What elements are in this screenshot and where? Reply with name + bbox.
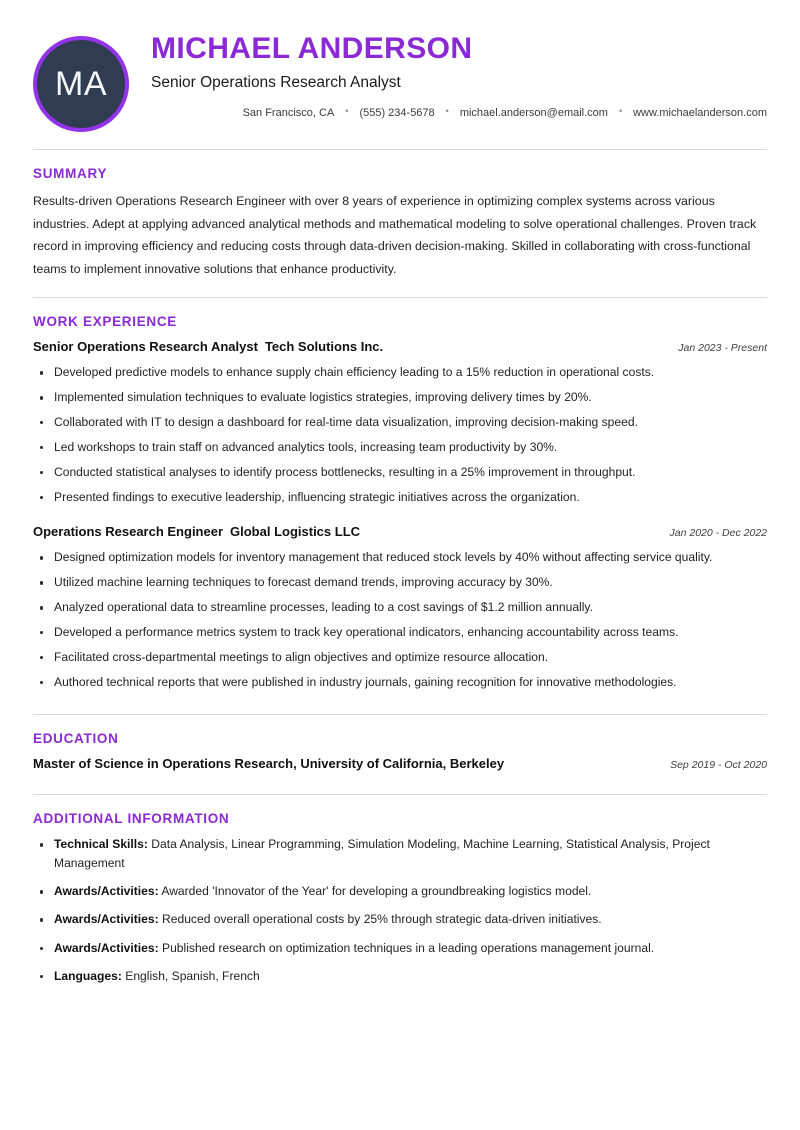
list-item: Analyzed operational data to streamline processes, leading to a cost savings of $1.2 million annually. bbox=[33, 598, 767, 617]
contact-phone[interactable]: (555) 234-5678 bbox=[359, 107, 435, 120]
section-title-additional-information: ADDITIONAL INFORMATION bbox=[33, 811, 230, 827]
info-value: Reduced overall operational costs by 25% through strategic data-driven initiatives. bbox=[162, 912, 602, 927]
contact-separator-icon: • bbox=[445, 106, 449, 117]
section-work-experience bbox=[0, 314, 800, 691]
avatar bbox=[33, 36, 129, 132]
info-value: Awarded 'Innovator of the Year' for developing a groundbreaking logistics model. bbox=[161, 884, 592, 899]
education-entry bbox=[33, 755, 767, 773]
info-label: Languages: bbox=[54, 968, 122, 983]
info-label: Awards/Activities: bbox=[54, 940, 159, 955]
list-item bbox=[33, 882, 767, 901]
header-job-title: Senior Operations Research Analyst bbox=[151, 73, 401, 91]
list-item: Facilitated cross-departmental meetings to align objectives and optimize resource allocation. bbox=[33, 648, 767, 667]
info-label: Awards/Activities: bbox=[54, 912, 159, 927]
experience-dates: Jan 2020 - Dec 2022 bbox=[669, 527, 767, 540]
list-item: Developed predictive models to enhance supply chain efficiency leading to a 15% reduction in operational costs. bbox=[33, 363, 767, 382]
additional-info-list bbox=[33, 835, 767, 986]
experience-entry-header bbox=[33, 523, 767, 541]
list-item bbox=[33, 835, 767, 873]
list-item: Collaborated with IT to design a dashboard for real-time data visualization, improving decision-making speed. bbox=[33, 413, 767, 432]
info-value: Published research on optimization techniques in a leading operations management journal. bbox=[162, 940, 655, 955]
list-item: Utilized machine learning techniques to forecast demand trends, improving accuracy by 30%. bbox=[33, 573, 767, 592]
experience-company: Global Logistics LLC bbox=[230, 524, 361, 540]
section-title-summary: SUMMARY bbox=[33, 166, 108, 181]
list-item: Developed a performance metrics system to track key operational indicators, enhancing accountability across teams. bbox=[33, 623, 767, 642]
list-item: Conducted statistical analyses to identify process bottlenecks, resulting in a 25% improvement in throughput. bbox=[33, 463, 767, 482]
list-item: Authored technical reports that were published in industry journals, gaining recognition for innovative methodologies. bbox=[33, 673, 767, 692]
avatar-initials: MA bbox=[55, 64, 107, 103]
list-item bbox=[33, 967, 767, 986]
contact-email[interactable]: michael.anderson@email.com bbox=[459, 107, 608, 120]
experience-dates: Jan 2023 - Present bbox=[678, 342, 767, 355]
info-value: Data Analysis, Linear Programming, Simulation Modeling, Machine Learning, Statistical Analysis, Project Management bbox=[54, 837, 710, 871]
section-title-work-experience: WORK EXPERIENCE bbox=[33, 314, 178, 330]
section-title-education: EDUCATION bbox=[33, 730, 119, 746]
contact-location: San Francisco, CA bbox=[242, 107, 335, 120]
contact-website[interactable]: www.michaelanderson.com bbox=[633, 107, 767, 120]
education-dates: Sep 2019 - Oct 2020 bbox=[670, 758, 767, 771]
experience-entry bbox=[33, 338, 767, 506]
section-divider bbox=[33, 297, 767, 298]
resume-header bbox=[0, 0, 800, 132]
section-additional-information bbox=[0, 811, 800, 986]
experience-entry bbox=[33, 523, 767, 691]
section-education bbox=[0, 731, 800, 773]
section-divider bbox=[33, 149, 767, 150]
section-summary bbox=[0, 166, 800, 280]
page-title: MICHAEL ANDERSON bbox=[151, 32, 473, 65]
info-label: Technical Skills: bbox=[54, 837, 148, 852]
experience-entry-header bbox=[33, 338, 767, 356]
list-item: Designed optimization models for inventory management that reduced stock levels by 40% without affecting service quality. bbox=[33, 548, 767, 567]
header-text-block bbox=[129, 30, 767, 120]
list-item: Presented findings to executive leadership, influencing strategic initiatives across the organization. bbox=[33, 488, 767, 507]
contact-separator-icon: • bbox=[618, 106, 623, 117]
list-item bbox=[33, 939, 767, 958]
education-degree: Master of Science in Operations Research, University of California, Berkeley bbox=[33, 755, 505, 771]
info-value: English, Spanish, French bbox=[125, 968, 260, 983]
info-label: Awards/Activities: bbox=[54, 884, 159, 899]
experience-role: Senior Operations Research Analyst bbox=[33, 339, 258, 355]
experience-entry-title-line bbox=[33, 523, 360, 541]
contact-separator-icon: • bbox=[345, 106, 349, 117]
experience-role: Operations Research Engineer bbox=[33, 524, 224, 540]
experience-bullet-list bbox=[33, 363, 767, 506]
experience-entry-title-line bbox=[33, 338, 383, 356]
contact-row bbox=[151, 106, 767, 120]
section-divider bbox=[33, 794, 767, 795]
list-item: Led workshops to train staff on advanced analytics tools, increasing team productivity by 30%. bbox=[33, 438, 767, 457]
experience-company: Tech Solutions Inc. bbox=[264, 339, 384, 355]
summary-text: Results-driven Operations Research Engineer with over 8 years of experience in optimizing complex systems across various industries. Adept at applying advanced analytical methods and mathematical modeling to solve operational challenges. Proven track record in improving efficiency and reducing costs through data-driven decision-making. Skilled in collaborating with cross-functional teams to implement innovative solutions that enhance productivity. bbox=[33, 194, 757, 276]
list-item bbox=[33, 910, 767, 929]
section-divider bbox=[33, 714, 767, 715]
list-item: Implemented simulation techniques to evaluate logistics strategies, improving delivery times by 20%. bbox=[33, 388, 767, 407]
experience-bullet-list bbox=[33, 548, 767, 691]
